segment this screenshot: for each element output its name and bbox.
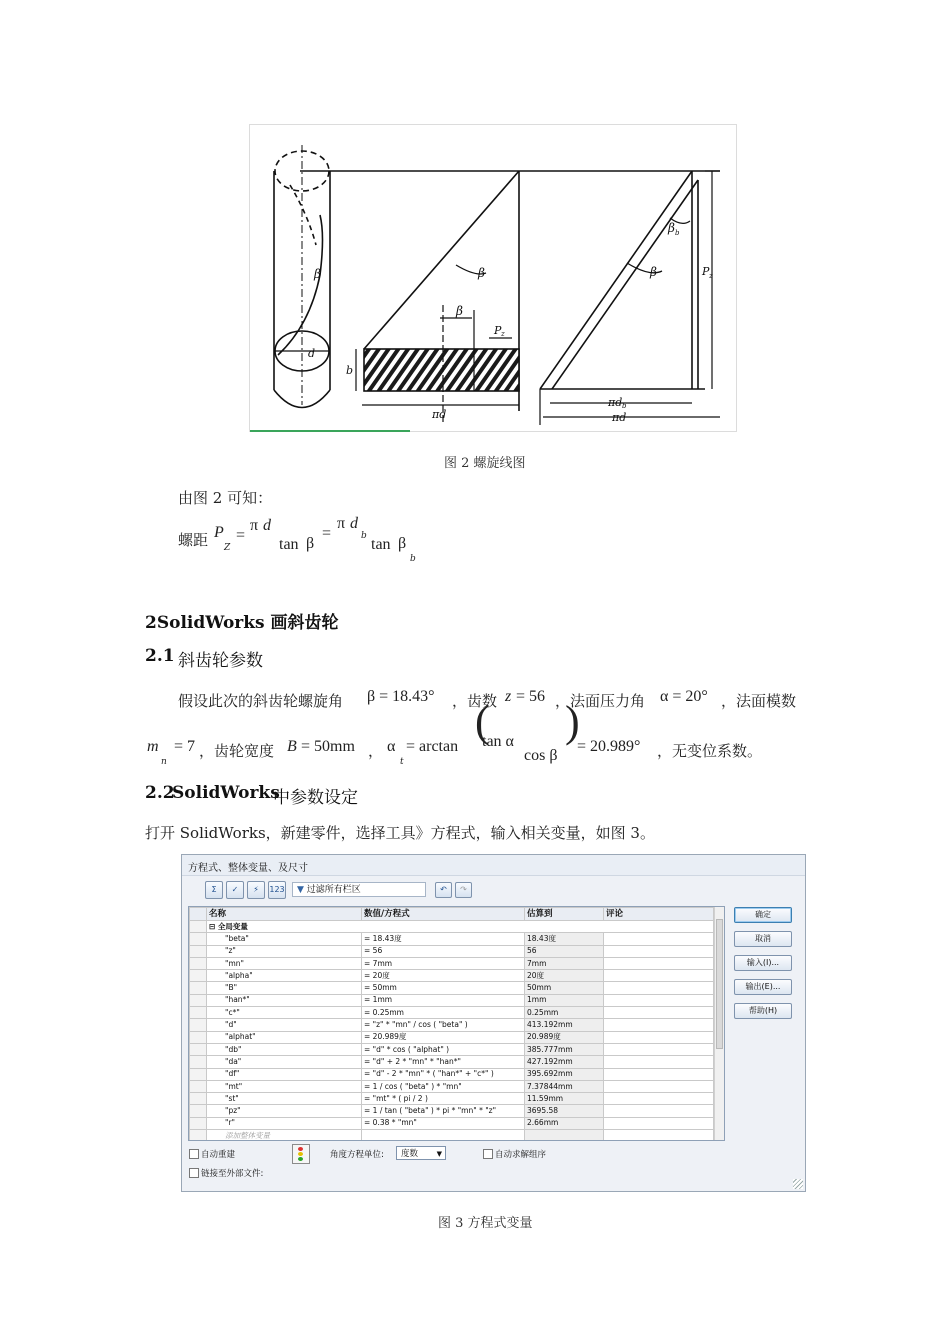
param-line1-a: 假设此次的斜齿轮螺旋角 xyxy=(178,692,344,710)
param-z-val: = 56 xyxy=(516,688,546,705)
row-equation[interactable]: = 1 / tan ( "beta" ) * pi * "mn" * "z" xyxy=(362,1105,525,1117)
param-tan-alpha: tan α xyxy=(482,733,514,750)
row-value: 11.59mm xyxy=(525,1093,604,1105)
row-name[interactable]: "r" xyxy=(207,1117,362,1129)
table-row[interactable] xyxy=(190,1019,714,1031)
table-row[interactable] xyxy=(190,957,714,969)
add-variable-row[interactable] xyxy=(190,1130,714,1141)
formula-d-1: d xyxy=(263,517,271,534)
row-name[interactable]: "mn" xyxy=(207,957,362,969)
param-line1-c: ，法面压力角 xyxy=(555,692,646,710)
row-equation[interactable]: = 20度 xyxy=(362,970,525,982)
helix-figure xyxy=(249,124,737,432)
label-b: b xyxy=(346,364,354,377)
table-row[interactable] xyxy=(190,1080,714,1092)
formula-Z: Z xyxy=(224,543,231,553)
row-equation[interactable]: = 20.989度 xyxy=(362,1031,525,1043)
link-external-label: 链接至外部文件: xyxy=(201,1169,264,1179)
row-comment[interactable] xyxy=(604,1056,714,1068)
row-name[interactable]: "mt" xyxy=(207,1080,362,1092)
col-equation: 数值/方程式 xyxy=(362,908,525,921)
row-value: 2.66mm xyxy=(525,1117,604,1129)
section22-bold: SolidWorks xyxy=(172,783,280,803)
section21-number: 2.1 xyxy=(145,646,175,666)
row-value: 413.192mm xyxy=(525,1019,604,1031)
param-alpha-t-sym: α xyxy=(387,738,396,755)
row-equation[interactable]: = "mt" * ( pi / 2 ) xyxy=(362,1093,525,1105)
label-beta-b: β xyxy=(668,221,675,235)
base-helix-outer xyxy=(540,171,692,389)
row-value: 20.989度 xyxy=(525,1031,604,1043)
formula-eq-2: = xyxy=(322,525,332,542)
formula-tan-2: tan xyxy=(371,536,391,553)
label-beta-b-sub: b xyxy=(675,229,680,237)
table-row[interactable] xyxy=(190,970,714,982)
col-value: 估算到 xyxy=(525,908,604,921)
group-label: 全局变量 xyxy=(217,921,248,931)
row-value: 395.692mm xyxy=(525,1068,604,1080)
param-line1-b: ，齿数 xyxy=(452,692,498,710)
intro-text: 由图 2 可知： xyxy=(178,489,273,507)
row-value: 18.43度 xyxy=(525,933,604,945)
scrollbar-thumb[interactable] xyxy=(716,919,723,1049)
row-equation[interactable]: = 7mm xyxy=(362,957,525,969)
helix-hidden-curve xyxy=(290,185,316,245)
label-beta-right: β xyxy=(650,265,657,279)
row-comment[interactable] xyxy=(604,933,714,945)
formula-tan-1: tan xyxy=(279,536,299,553)
table-row[interactable] xyxy=(190,1093,714,1105)
undo-icon[interactable]: ↶ xyxy=(435,882,452,898)
formula-eq-1: = xyxy=(236,527,246,544)
formula-pi-1: π xyxy=(250,517,259,534)
col-name: 名称 xyxy=(207,908,362,921)
table-row[interactable] xyxy=(190,1007,714,1019)
table-row[interactable] xyxy=(190,945,714,957)
table-row[interactable] xyxy=(190,1031,714,1043)
row-equation[interactable]: = 0.25mm xyxy=(362,1007,525,1019)
row-equation[interactable]: = 1 / cos ( "beta" ) * "mn" xyxy=(362,1080,525,1092)
link-external-checkbox[interactable] xyxy=(189,1168,199,1178)
param-t-sub: t xyxy=(400,757,404,767)
row-comment[interactable] xyxy=(604,1043,714,1055)
row-name[interactable]: "c*" xyxy=(207,1007,362,1019)
row-value: 56 xyxy=(525,945,604,957)
base-helix-inner xyxy=(552,180,698,389)
angle-unit-value: 度数 xyxy=(401,1149,419,1159)
row-value: 7.37844mm xyxy=(525,1080,604,1092)
label-pz-right: P xyxy=(702,265,710,278)
auto-rebuild-checkbox[interactable] xyxy=(189,1149,199,1159)
row-equation[interactable]: = "d" - 2 * "mn" * ( "han*" + "c*" ) xyxy=(362,1068,525,1080)
label-pi-db: πd xyxy=(608,396,623,409)
equation-view-button[interactable]: Σ xyxy=(205,881,223,899)
label-pi-db-sub: b xyxy=(622,402,627,410)
param-rparen: ) xyxy=(565,697,580,746)
formula-beta-2: β xyxy=(398,535,407,552)
table-header xyxy=(190,908,714,921)
row-name[interactable]: "alphat" xyxy=(207,1031,362,1043)
param-alpha-t-val: = 20.989° xyxy=(577,738,641,755)
param-line2-a: ，齿轮宽度 xyxy=(199,742,275,760)
hatched-band xyxy=(364,349,519,391)
label-pz-small: P xyxy=(494,324,502,337)
label-pi-d-left: πd xyxy=(432,408,447,421)
cancel-button[interactable]: 取消 xyxy=(734,931,792,947)
pitch-hypotenuse xyxy=(364,171,519,349)
formula-d-2: d xyxy=(350,515,358,532)
row-equation[interactable]: = "d" + 2 * "mn" * "han*" xyxy=(362,1056,525,1068)
filter-input[interactable] xyxy=(292,882,426,897)
table-row[interactable] xyxy=(190,1068,714,1080)
row-equation[interactable]: = "z" * "mn" / cos ( "beta" ) xyxy=(362,1019,525,1031)
label-beta-left: β xyxy=(314,267,321,281)
row-comment[interactable] xyxy=(604,1007,714,1019)
row-equation[interactable]: = "d" * cos ( "alphat" ) xyxy=(362,1043,525,1055)
auto-order-checkbox[interactable] xyxy=(483,1149,493,1159)
row-name[interactable]: "d" xyxy=(207,1019,362,1031)
section22-number: 2.2 xyxy=(145,783,175,803)
param-m-sym: m xyxy=(147,738,159,755)
table-row[interactable] xyxy=(190,1105,714,1117)
group-row[interactable] xyxy=(190,921,714,933)
auto-rebuild-label: 自动重建 xyxy=(201,1150,236,1160)
table-scrollbar[interactable] xyxy=(714,907,724,1140)
equations-dialog xyxy=(181,854,806,1192)
row-name[interactable]: "st" xyxy=(207,1093,362,1105)
row-comment[interactable] xyxy=(604,970,714,982)
formula-b-sub-2: b xyxy=(410,554,416,564)
auto-order-label: 自动求解组序 xyxy=(495,1150,547,1160)
sketch-equation-button[interactable]: ✓ xyxy=(226,881,244,899)
section22-title: 中参数设定 xyxy=(273,788,358,808)
table-row[interactable] xyxy=(190,1117,714,1129)
figure2-caption: 图 2 螺旋线图 xyxy=(444,456,526,471)
table-row[interactable] xyxy=(190,982,714,994)
row-value: 3695.58 xyxy=(525,1105,604,1117)
formula-P: P xyxy=(214,524,224,541)
row-comment[interactable] xyxy=(604,945,714,957)
figure-underline xyxy=(250,430,410,432)
param-line1-d: ，法面模数 xyxy=(721,692,797,710)
row-comment[interactable] xyxy=(604,1019,714,1031)
row-comment[interactable] xyxy=(604,1105,714,1117)
row-value: 20度 xyxy=(525,970,604,982)
label-d: d xyxy=(308,347,316,360)
equations-table xyxy=(188,906,725,1141)
angle-unit-label: 角度方程单位: xyxy=(330,1150,384,1160)
helix-diagram xyxy=(250,125,736,431)
traffic-light-icon[interactable] xyxy=(292,1144,310,1164)
label-beta-mid: β xyxy=(478,266,485,280)
param-z-sym: z xyxy=(505,688,512,705)
row-value: 385.777mm xyxy=(525,1043,604,1055)
row-value: 7mm xyxy=(525,957,604,969)
row-comment[interactable] xyxy=(604,957,714,969)
dimension-view-button[interactable]: ⚡ xyxy=(247,881,265,899)
ok-button[interactable]: 确定 xyxy=(734,907,792,923)
param-m-val: = 7 xyxy=(174,738,196,755)
row-comment[interactable] xyxy=(604,1068,714,1080)
label-pz-small-sub: z xyxy=(501,330,505,338)
dialog-title: 方程式、整体变量、及尺寸 xyxy=(188,863,308,874)
param-alpha: α = 20° xyxy=(660,688,708,705)
param-line2-c: ，无变位系数。 xyxy=(657,742,763,760)
param-B-val: = 50mm xyxy=(301,738,355,755)
param-cos-beta: cos β xyxy=(524,747,558,764)
row-equation[interactable]: = 18.43度 xyxy=(362,933,525,945)
formula-b-sub-1: b xyxy=(361,531,367,541)
chevron-down-icon: ▼ xyxy=(436,1150,442,1158)
row-value: 1mm xyxy=(525,994,604,1006)
row-value: 50mm xyxy=(525,982,604,994)
table-row[interactable] xyxy=(190,994,714,1006)
param-lparen: ( xyxy=(475,697,490,746)
row-name[interactable]: "db" xyxy=(207,1043,362,1055)
figure3-caption: 图 3 方程式变量 xyxy=(438,1216,533,1231)
row-name[interactable]: "han*" xyxy=(207,994,362,1006)
label-pi-d-right: πd xyxy=(612,411,627,424)
row-name[interactable]: "df" xyxy=(207,1068,362,1080)
col-comment: 评论 xyxy=(604,908,714,921)
row-value: 427.192mm xyxy=(525,1056,604,1068)
param-line2-b: ， xyxy=(368,742,384,760)
import-button[interactable]: 输入(I)... xyxy=(734,955,792,971)
row-comment[interactable] xyxy=(604,1117,714,1129)
row-comment[interactable] xyxy=(604,1093,714,1105)
param-B-sym: B xyxy=(287,738,297,755)
resize-grip-icon[interactable] xyxy=(793,1179,803,1189)
table-row[interactable] xyxy=(190,1056,714,1068)
collapse-icon[interactable]: ⊟ xyxy=(209,921,218,931)
table-row[interactable] xyxy=(190,1043,714,1055)
label-beta-small: β xyxy=(456,304,463,318)
section2-heading: 2SolidWorks 画斜齿轮 xyxy=(145,613,339,633)
dialog-titlebar xyxy=(182,855,805,876)
row-equation[interactable]: = 0.38 * "mn" xyxy=(362,1117,525,1129)
filter-icon: ▼ xyxy=(297,885,307,895)
formula-pi-2: π xyxy=(337,515,346,532)
section21-title: 斜齿轮参数 xyxy=(178,651,263,671)
formula-beta-1: β xyxy=(306,535,315,552)
pitch-label: 螺距 xyxy=(178,531,209,549)
add-variable-placeholder[interactable]: 添加整体变量 xyxy=(207,1130,362,1141)
row-equation[interactable]: = 56 xyxy=(362,945,525,957)
row-equation[interactable]: = 50mm xyxy=(362,982,525,994)
help-button[interactable]: 帮助(H) xyxy=(734,1003,792,1019)
row-name[interactable]: "beta" xyxy=(207,933,362,945)
row-equation[interactable]: = 1mm xyxy=(362,994,525,1006)
row-comment[interactable] xyxy=(604,1080,714,1092)
param-beta: β = 18.43° xyxy=(367,688,435,705)
ordered-view-button[interactable]: 123 xyxy=(268,881,286,899)
row-name[interactable]: "alpha" xyxy=(207,970,362,982)
angle-unit-select[interactable] xyxy=(396,1146,446,1160)
filter-placeholder: 过滤所有栏区 xyxy=(306,885,361,895)
row-comment[interactable] xyxy=(604,1031,714,1043)
row-name[interactable]: "pz" xyxy=(207,1105,362,1117)
row-name[interactable]: "B" xyxy=(207,982,362,994)
param-n-sub: n xyxy=(161,757,167,767)
row-name[interactable]: "da" xyxy=(207,1056,362,1068)
redo-icon[interactable]: ↷ xyxy=(455,882,472,898)
table-row[interactable] xyxy=(190,933,714,945)
instruction-text: 打开 SolidWorks，新建零件，选择工具》方程式，输入相关变量，如图 3。 xyxy=(145,824,655,842)
param-arctan: = arctan xyxy=(406,738,459,755)
export-button[interactable]: 输出(E)... xyxy=(734,979,792,995)
row-comment[interactable] xyxy=(604,994,714,1006)
label-pz-right-sub: z xyxy=(709,272,713,280)
row-comment[interactable] xyxy=(604,982,714,994)
row-name[interactable]: "z" xyxy=(207,945,362,957)
row-value: 0.25mm xyxy=(525,1007,604,1019)
